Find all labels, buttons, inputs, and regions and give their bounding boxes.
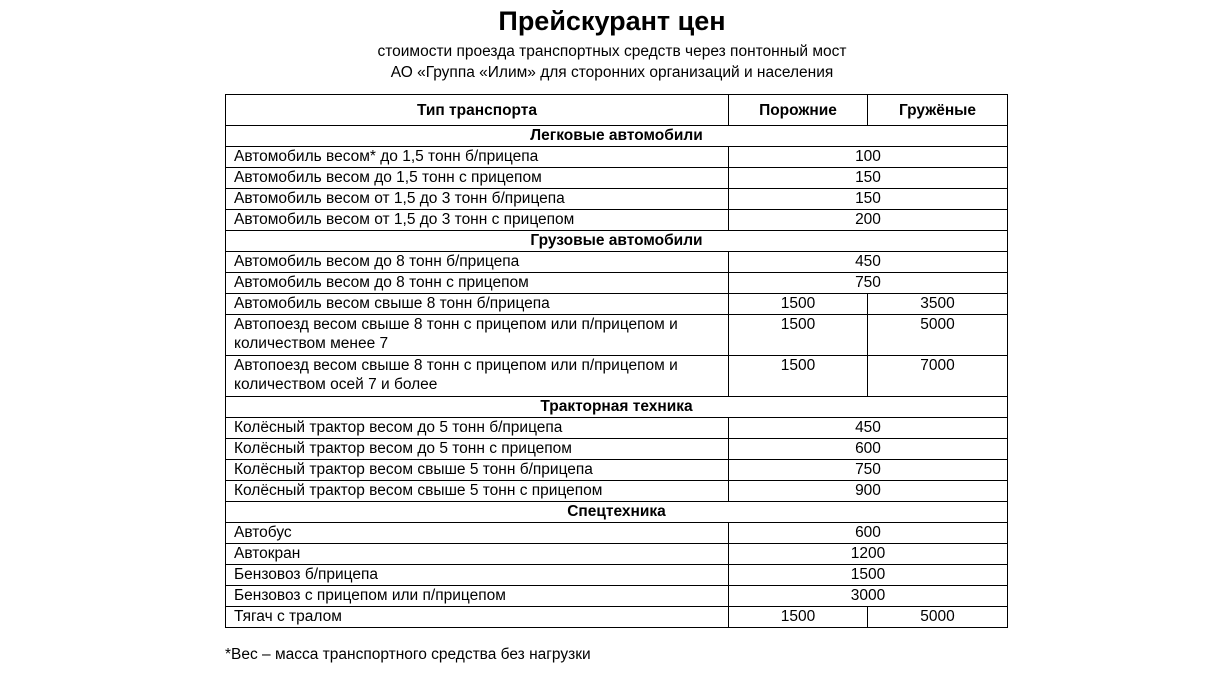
price-cell-common: 750 xyxy=(729,460,1008,481)
table-row xyxy=(226,356,1008,397)
transport-type-cell: Автомобиль весом от 1,5 до 3 тонн с прицепом xyxy=(226,210,729,231)
price-cell-common: 1500 xyxy=(729,565,1008,586)
table-row xyxy=(226,252,1008,273)
price-cell-common: 150 xyxy=(729,189,1008,210)
price-cell-common: 600 xyxy=(729,439,1008,460)
transport-type-cell: Тягач с тралом xyxy=(226,607,729,628)
header-loaded: Гружёные xyxy=(868,95,1008,126)
transport-type-cell: Бензовоз б/прицепа xyxy=(226,565,729,586)
transport-type-cell: Колёсный трактор весом до 5 тонн с прицепом xyxy=(226,439,729,460)
transport-type-cell: Колёсный трактор весом свыше 5 тонн б/прицепа xyxy=(226,460,729,481)
price-cell-common: 100 xyxy=(729,147,1008,168)
table-row xyxy=(226,315,1008,356)
header-empty: Порожние xyxy=(729,95,868,126)
price-cell-common: 200 xyxy=(729,210,1008,231)
transport-type-cell: Колёсный трактор весом свыше 5 тонн с прицепом xyxy=(226,481,729,502)
transport-type-cell: Автомобиль весом от 1,5 до 3 тонн б/прицепа xyxy=(226,189,729,210)
table-row xyxy=(226,586,1008,607)
table-row xyxy=(226,460,1008,481)
price-cell-loaded: 5000 xyxy=(868,315,1008,356)
transport-type-cell: Автопоезд весом свыше 8 тонн с прицепом или п/прицепом и количеством менее 7 xyxy=(226,315,729,356)
table-row xyxy=(226,168,1008,189)
section-title: Спецтехника xyxy=(226,502,1008,523)
section-row xyxy=(226,397,1008,418)
section-row xyxy=(226,502,1008,523)
price-cell-common: 750 xyxy=(729,273,1008,294)
table-row xyxy=(226,523,1008,544)
price-cell-common: 150 xyxy=(729,168,1008,189)
price-table-body xyxy=(226,126,1008,628)
table-row xyxy=(226,147,1008,168)
table-row xyxy=(226,607,1008,628)
price-cell-loaded: 5000 xyxy=(868,607,1008,628)
transport-type-cell: Автомобиль весом до 8 тонн с прицепом xyxy=(226,273,729,294)
price-cell-empty: 1500 xyxy=(729,315,868,356)
section-row xyxy=(226,231,1008,252)
table-header-row xyxy=(226,95,1008,126)
price-cell-loaded: 3500 xyxy=(868,294,1008,315)
transport-type-cell: Бензовоз с прицепом или п/прицепом xyxy=(226,586,729,607)
transport-type-cell: Автомобиль весом до 8 тонн б/прицепа xyxy=(226,252,729,273)
transport-type-cell: Автомобиль весом до 1,5 тонн с прицепом xyxy=(226,168,729,189)
price-cell-empty: 1500 xyxy=(729,356,868,397)
header-transport-type: Тип транспорта xyxy=(226,95,729,126)
subtitle-line-1: стоимости проезда транспортных средств через понтонный мост xyxy=(377,43,847,60)
table-row xyxy=(226,273,1008,294)
table-row xyxy=(226,439,1008,460)
price-cell-common: 450 xyxy=(729,418,1008,439)
footnote: *Вес – масса транспортного средства без нагрузки xyxy=(225,646,591,663)
price-cell-common: 1200 xyxy=(729,544,1008,565)
table-row xyxy=(226,418,1008,439)
table-row xyxy=(226,210,1008,231)
transport-type-cell: Автомобиль весом свыше 8 тонн б/прицепа xyxy=(226,294,729,315)
subtitle-line-2: АО «Группа «Илим» для сторонних организаций и населения xyxy=(390,64,834,81)
price-table xyxy=(225,94,1008,628)
price-cell-loaded: 7000 xyxy=(868,356,1008,397)
section-title: Тракторная техника xyxy=(226,397,1008,418)
table-row xyxy=(226,294,1008,315)
page-title: Прейскурант цен xyxy=(498,6,726,36)
price-cell-common: 450 xyxy=(729,252,1008,273)
table-row xyxy=(226,544,1008,565)
section-row xyxy=(226,126,1008,147)
transport-type-cell: Автобус xyxy=(226,523,729,544)
table-row xyxy=(226,189,1008,210)
transport-type-cell: Автомобиль весом* до 1,5 тонн б/прицепа xyxy=(226,147,729,168)
transport-type-cell: Автокран xyxy=(226,544,729,565)
price-cell-common: 3000 xyxy=(729,586,1008,607)
table-row xyxy=(226,481,1008,502)
table-row xyxy=(226,565,1008,586)
section-title: Легковые автомобили xyxy=(226,126,1008,147)
price-cell-common: 600 xyxy=(729,523,1008,544)
transport-type-cell: Автопоезд весом свыше 8 тонн с прицепом или п/прицепом и количеством осей 7 и более xyxy=(226,356,729,397)
price-cell-common: 900 xyxy=(729,481,1008,502)
price-cell-empty: 1500 xyxy=(729,607,868,628)
price-cell-empty: 1500 xyxy=(729,294,868,315)
transport-type-cell: Колёсный трактор весом до 5 тонн б/прицепа xyxy=(226,418,729,439)
section-title: Грузовые автомобили xyxy=(226,231,1008,252)
